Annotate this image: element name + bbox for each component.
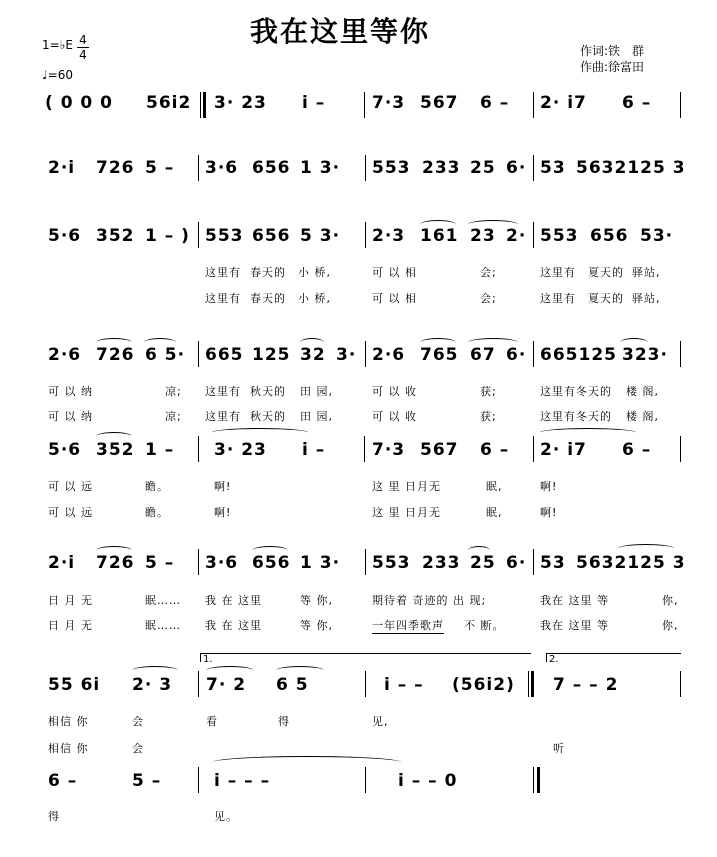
barline	[365, 549, 366, 575]
note-group: 1 – )	[145, 226, 190, 246]
note-group: 656	[252, 158, 291, 178]
lyric-text: 可 以 远	[48, 480, 93, 493]
lyric-text: 瞻。	[145, 480, 169, 493]
barline	[533, 222, 534, 248]
barline	[533, 436, 534, 462]
lyric-text: 相信 你	[48, 715, 89, 728]
lyric-text: 可 以 相	[372, 266, 417, 279]
note-group: 726	[96, 553, 135, 573]
note-group: 656	[590, 226, 629, 246]
lyric-text: 可 以 相	[372, 292, 417, 305]
note-group: 6 5	[276, 675, 309, 695]
note-group: 726	[96, 345, 135, 365]
lyric-text: 我在 这里 等	[540, 594, 609, 607]
note-group: 553	[540, 226, 579, 246]
note-group: 6 –	[622, 440, 652, 460]
lyric-text: 会	[132, 742, 144, 755]
note-group: 3· 23	[214, 440, 267, 460]
barline	[198, 671, 199, 697]
composer-credit: 作曲:徐富田	[580, 60, 645, 74]
note-group: 6·	[506, 158, 527, 178]
lyric-text: 会;	[480, 292, 497, 305]
final-barline	[537, 767, 540, 793]
note-group: 5 –	[145, 553, 175, 573]
note-group: 352	[96, 440, 135, 460]
repeat-barline	[531, 671, 534, 697]
song-title: 我在这里等你	[249, 15, 430, 48]
note-group: 233	[422, 158, 461, 178]
note-group: 23	[470, 226, 496, 246]
slur	[212, 428, 308, 437]
note-group: 5632125 3	[576, 158, 686, 178]
lyric-text: 得	[48, 810, 60, 823]
time-signature-bottom: 4	[79, 48, 87, 62]
key-signature: 1=♭E	[42, 38, 73, 52]
lyric-text: 可 以 收	[372, 410, 417, 423]
lyric-text: 凉;	[165, 410, 182, 423]
note-group: 2·6	[48, 345, 82, 365]
lyric-text: 会;	[480, 266, 497, 279]
barline	[680, 671, 681, 697]
note-group: 7· 2	[206, 675, 247, 695]
note-group: 6·	[506, 553, 527, 573]
lyric-text: 楼 阁,	[626, 385, 659, 398]
note-group: 53	[540, 158, 566, 178]
note-group: 2·	[506, 226, 527, 246]
note-group: 1 3·	[300, 553, 341, 573]
lyric-text: 楼 阁,	[626, 410, 659, 423]
lyric-text: 田 园,	[300, 385, 333, 398]
lyric-text: 这里有	[205, 385, 241, 398]
lyric-text: 这 里 日月无	[372, 480, 441, 493]
barline	[528, 671, 529, 697]
lyric-text: 春天的	[250, 266, 286, 279]
note-group: 5·6	[48, 226, 82, 246]
note-group: 553	[372, 553, 411, 573]
note-group: 5632125 3	[576, 553, 686, 573]
lyric-text: 得	[278, 715, 290, 728]
lyric-text: 瞻。	[145, 506, 169, 519]
lyric-text: 我在 这里 等	[540, 619, 609, 632]
lyric-text: 期待着 奇迹的 出 现;	[372, 594, 487, 607]
lyric-text: 小 桥,	[298, 292, 331, 305]
note-group: 656	[252, 226, 291, 246]
lyric-text: 这里有冬天的	[540, 410, 612, 423]
barline	[533, 549, 534, 575]
lyric-text: 见,	[372, 715, 389, 728]
note-group: 161	[420, 226, 459, 246]
note-group: 233	[422, 553, 461, 573]
note-group: 7·3	[372, 440, 406, 460]
lyric-text: 田 园,	[300, 410, 333, 423]
volta-bracket	[200, 653, 531, 662]
lyric-text: 驿站,	[632, 266, 661, 279]
note-group: 665	[205, 345, 244, 365]
note-group: 2· i7	[540, 440, 587, 460]
lyric-text: 可 以 纳	[48, 410, 93, 423]
note-group: 6 –	[480, 440, 510, 460]
note-group: 25	[470, 553, 496, 573]
lyric-text: 凉;	[165, 385, 182, 398]
time-signature	[77, 34, 89, 61]
note-group: 665125	[540, 345, 617, 365]
note-group: 6 5·	[145, 345, 186, 365]
note-group: 3·6	[205, 553, 239, 573]
lyric-text: 啊!	[540, 506, 558, 519]
note-group: i – –	[384, 675, 424, 695]
lyric-text: 眠……	[145, 619, 181, 632]
lyric-text: 日 月 无	[48, 619, 93, 632]
lyric-text: 获;	[480, 410, 497, 423]
note-group: 25	[470, 158, 496, 178]
lyric-text: 驿站,	[632, 292, 661, 305]
barline	[365, 341, 366, 367]
lyric-text: 眠,	[486, 506, 503, 519]
note-group: 656	[252, 553, 291, 573]
barline	[198, 222, 199, 248]
note-group: 2·i	[48, 158, 76, 178]
lyric-text: 获;	[480, 385, 497, 398]
note-group: (56i2)	[452, 675, 515, 695]
lyric-text: 啊!	[540, 480, 558, 493]
lyric-text: 日 月 无	[48, 594, 93, 607]
slur	[540, 428, 636, 437]
barline	[365, 767, 366, 793]
note-group: 3·	[336, 345, 357, 365]
lyric-text: 相信 你	[48, 742, 89, 755]
slur	[132, 666, 178, 675]
note-group: 323·	[622, 345, 668, 365]
note-group: 6·	[506, 345, 527, 365]
note-group: 567	[420, 93, 459, 113]
note-group: 6 –	[48, 771, 78, 791]
note-group: 53·	[640, 226, 674, 246]
barline	[680, 92, 681, 118]
repeat-barline	[203, 92, 206, 118]
note-group: 55 6i	[48, 675, 101, 695]
note-group: 5·6	[48, 440, 82, 460]
lyric-text: 夏天的	[588, 266, 624, 279]
lyric-text: 不 断。	[464, 619, 505, 632]
note-group: 7·3	[372, 93, 406, 113]
lyric-text: 听	[553, 742, 565, 755]
note-group: 2· i7	[540, 93, 587, 113]
lyric-text: 可 以 收	[372, 385, 417, 398]
lyric-text: 我 在 这里	[205, 594, 262, 607]
slur	[212, 756, 402, 769]
barline	[533, 341, 534, 367]
barline	[533, 92, 534, 118]
barline	[365, 155, 366, 181]
lyric-text: 会	[132, 715, 144, 728]
lyric-text: 你,	[662, 594, 679, 607]
lyric-text: 见。	[214, 810, 238, 823]
note-group: 726	[96, 158, 135, 178]
note-group: 6 –	[622, 93, 652, 113]
lyric-text: 眠……	[145, 594, 181, 607]
lyric-text: 这里有	[205, 292, 241, 305]
lyric-text: 这 里 日月无	[372, 506, 441, 519]
note-group: 5 3·	[300, 226, 341, 246]
barline	[364, 436, 365, 462]
lyric-text: 可 以 远	[48, 506, 93, 519]
note-group: 7 – – 2	[553, 675, 619, 695]
note-group: 765	[420, 345, 459, 365]
lyric-text: 我 在 这里	[205, 619, 262, 632]
lyric-text: 夏天的	[588, 292, 624, 305]
note-group: 553	[372, 158, 411, 178]
lyric-text: 小 桥,	[298, 266, 331, 279]
lyric-text: 这里有	[205, 266, 241, 279]
lyricist-credit: 作词:铁 群	[580, 44, 645, 58]
lyric-text: 可 以 纳	[48, 385, 93, 398]
note-group: 3·6	[205, 158, 239, 178]
barline	[198, 155, 199, 181]
note-group: ( 0 0 0	[45, 93, 114, 113]
note-group: 67	[470, 345, 496, 365]
lyric-text: 这里有	[540, 292, 576, 305]
note-group: 2·i	[48, 553, 76, 573]
tempo-marking: ♩=60	[42, 68, 73, 82]
barline	[680, 341, 681, 367]
time-signature-top: 4	[79, 33, 87, 47]
note-group: 567	[420, 440, 459, 460]
note-group: 2·3	[372, 226, 406, 246]
barline	[198, 341, 199, 367]
note-group: i –	[302, 440, 326, 460]
note-group: 125	[252, 345, 291, 365]
lyric-text: 啊!	[214, 506, 232, 519]
note-group: 56i2	[146, 93, 192, 113]
note-group: 5 –	[145, 158, 175, 178]
barline	[365, 222, 366, 248]
lyric-text: 你,	[662, 619, 679, 632]
slur	[618, 544, 674, 553]
lyric-text: 秋天的	[250, 385, 286, 398]
note-group: 5 –	[132, 771, 162, 791]
lyric-text: 这里有	[205, 410, 241, 423]
barline	[198, 767, 199, 793]
note-group: 2·6	[372, 345, 406, 365]
note-group: 553	[205, 226, 244, 246]
slur	[276, 666, 324, 675]
lyric-text: 啊!	[214, 480, 232, 493]
note-group: 1 –	[145, 440, 175, 460]
lyric-text: 等 你,	[300, 619, 333, 632]
lyric-text: 看	[206, 715, 218, 728]
volta-bracket	[546, 653, 681, 662]
note-group: 3· 23	[214, 93, 267, 113]
slur	[206, 666, 254, 675]
barline	[200, 92, 201, 118]
lyric-text: 等 你,	[300, 594, 333, 607]
barline	[533, 155, 534, 181]
note-group: 32	[300, 345, 326, 365]
note-group: 53	[540, 553, 566, 573]
lyric-text: 秋天的	[250, 410, 286, 423]
lyric-text: 这里有	[540, 266, 576, 279]
lyric-text: 一年四季歌声	[372, 619, 444, 632]
barline	[680, 436, 681, 462]
volta-label: 2.	[549, 654, 559, 665]
note-group: 1 3·	[300, 158, 341, 178]
note-group: i – – –	[214, 771, 271, 791]
lyric-text: 春天的	[250, 292, 286, 305]
lyric-text: 这里有冬天的	[540, 385, 612, 398]
barline	[364, 92, 365, 118]
note-group: 2· 3	[132, 675, 173, 695]
barline	[533, 767, 534, 793]
volta-label: 1.	[203, 654, 213, 665]
note-group: i – – 0	[398, 771, 458, 791]
note-group: i –	[302, 93, 326, 113]
barline	[365, 671, 366, 697]
barline	[198, 436, 199, 462]
note-group: 6 –	[480, 93, 510, 113]
lyric-text: 眠,	[486, 480, 503, 493]
barline	[198, 549, 199, 575]
note-group: 352	[96, 226, 135, 246]
